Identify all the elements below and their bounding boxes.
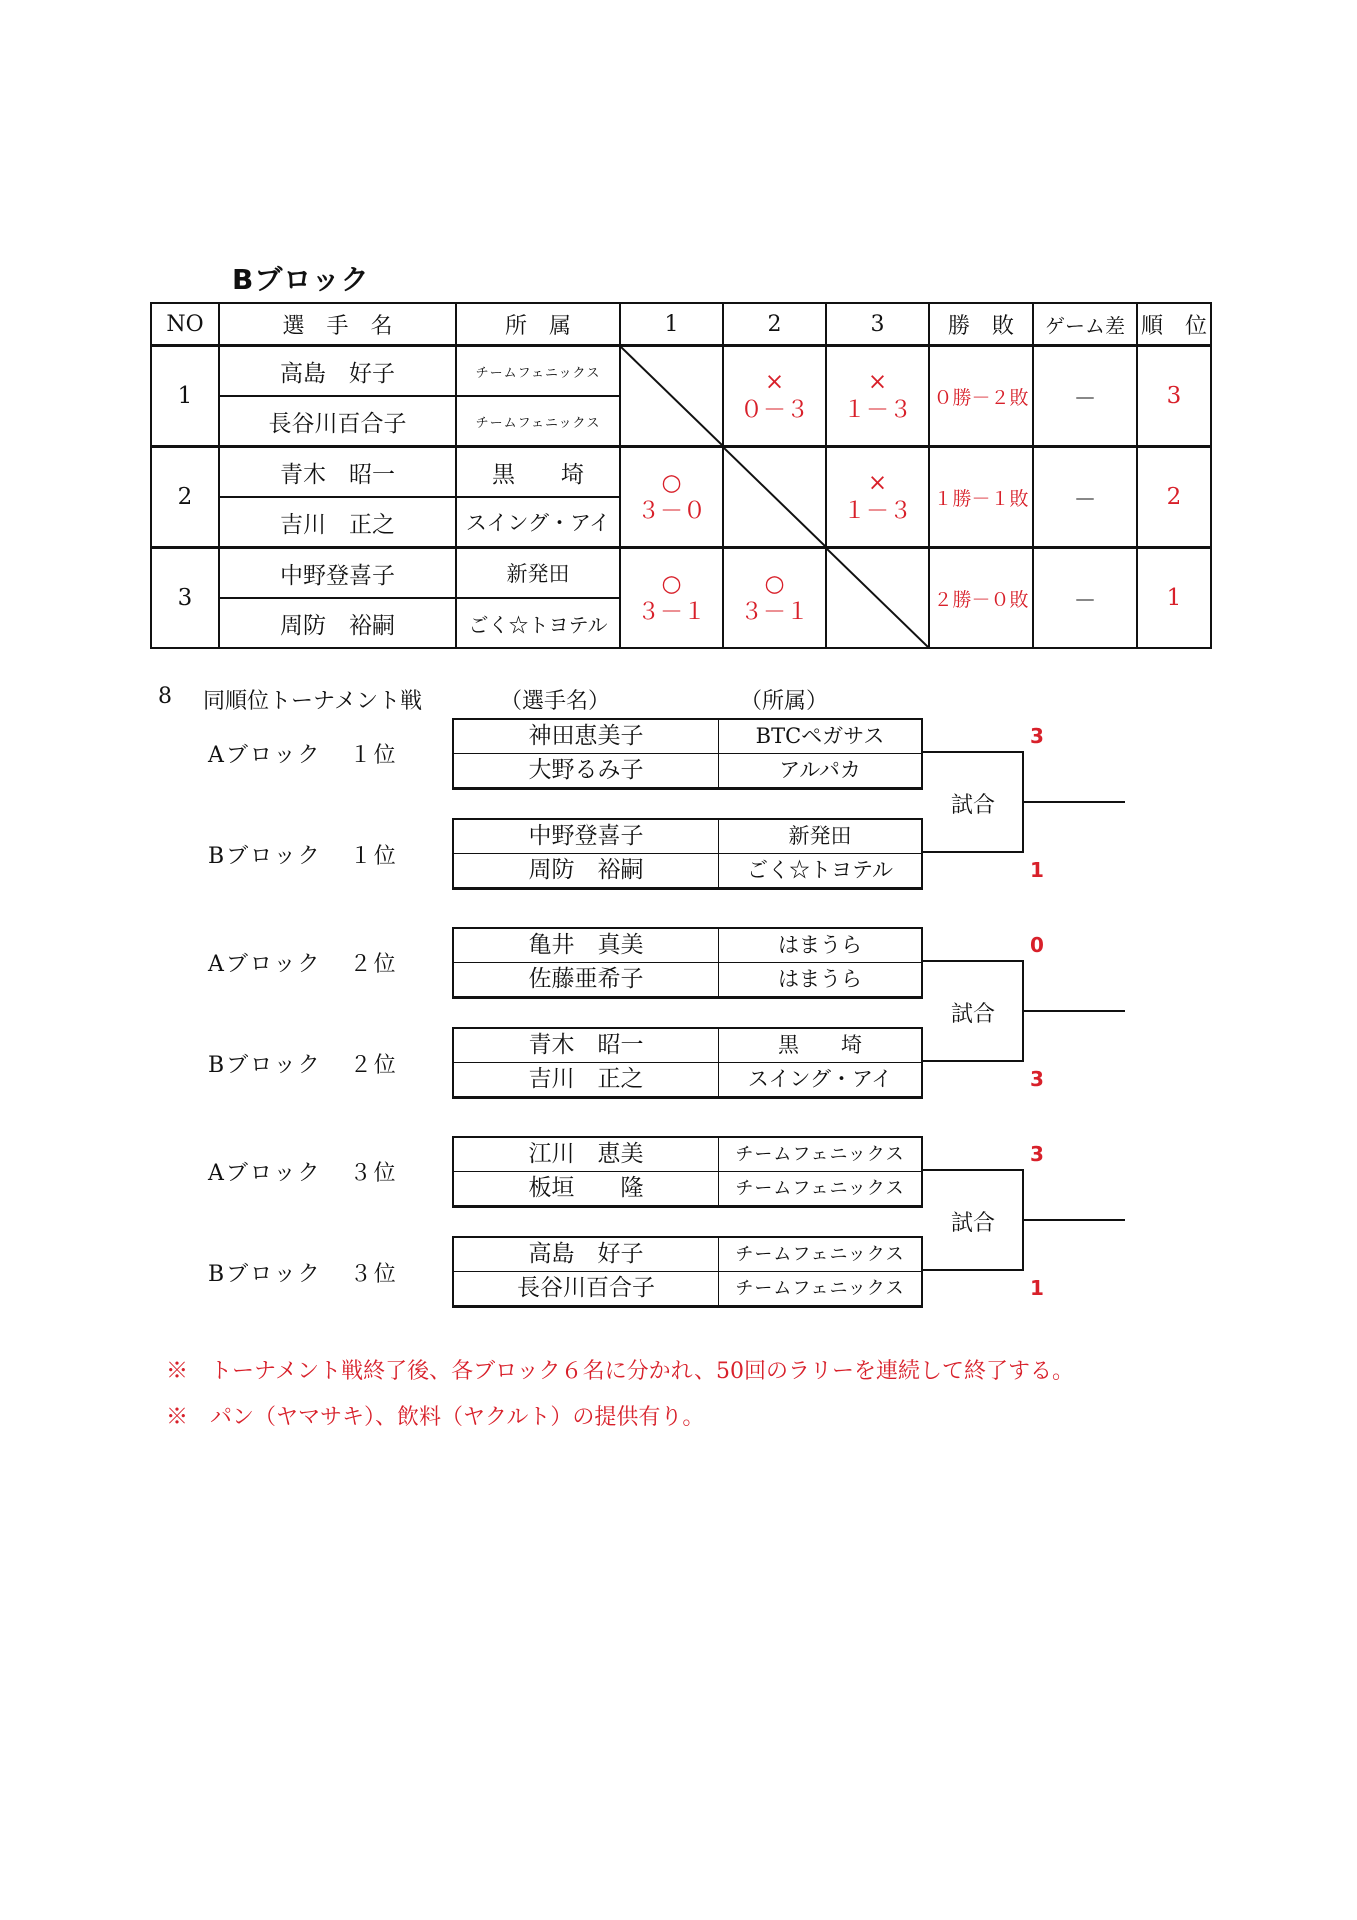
result-score: ３－１ (637, 599, 706, 625)
block-name: Aブロック (208, 952, 322, 977)
player-name: 佐藤亜希子 (454, 963, 719, 996)
rank: 1 (1137, 548, 1211, 649)
team-card (452, 818, 923, 890)
col-player-heading: （選手名） (500, 689, 611, 714)
block-name: Aブロック (208, 743, 322, 768)
match-result (826, 447, 929, 548)
player-name: 板垣 隆 (454, 1172, 719, 1205)
match-result (620, 447, 723, 548)
result-score: ３－１ (740, 599, 809, 625)
player-affiliation: 新発田 (788, 824, 852, 848)
result-mark: × (867, 470, 888, 496)
standings-table (150, 302, 1212, 649)
player-affiliation: 新発田 (456, 548, 620, 599)
block-title: Bブロック (232, 263, 370, 296)
win-loss: ０勝－２敗 (929, 346, 1033, 447)
header-win-loss: 勝 敗 (929, 303, 1033, 346)
player-affiliation: BTCペガサス (755, 724, 885, 748)
match-result (723, 346, 826, 447)
match-label: 試合 (951, 1002, 996, 1027)
player-affiliation: チームフェニックス (735, 1178, 905, 1199)
row-number: 2 (151, 447, 219, 548)
header-player: 選 手 名 (219, 303, 456, 346)
player-affiliation: チームフェニックス (735, 1244, 905, 1265)
player-name: 大野るみ子 (454, 754, 719, 787)
player-affiliation: ごく☆トヨテル (456, 598, 620, 648)
self-match-cell (826, 548, 929, 649)
team-score: 3 (1030, 1067, 1044, 1091)
player-name: 中野登喜子 (454, 820, 719, 853)
team-score: 3 (1030, 1142, 1044, 1166)
player-name: 中野登喜子 (219, 548, 456, 599)
player-name: 神田恵美子 (454, 720, 719, 753)
team-score: 3 (1030, 724, 1044, 748)
block-name: Bブロック (208, 1053, 322, 1078)
game-diff: － (1033, 346, 1137, 447)
note-text: ※ トーナメント戦終了後、各ブロック６名に分かれ、50回のラリーを連続して終了する。 (166, 1359, 1074, 1384)
match-label: 試合 (951, 793, 996, 818)
note-text: ※ パン（ヤマサキ）、飲料（ヤクルト）の提供有り。 (166, 1405, 705, 1430)
player-affiliation: スイング・アイ (456, 497, 620, 548)
block-name: Bブロック (208, 844, 322, 869)
team-card (452, 1027, 923, 1099)
section-number: 8 (158, 684, 172, 709)
block-rank-label (208, 1048, 398, 1079)
rank-label: ３位 (349, 1161, 398, 1186)
rank: 3 (1137, 346, 1211, 447)
header-rank: 順 位 (1137, 303, 1211, 346)
block-rank-label (208, 947, 397, 978)
table-row (151, 346, 1211, 397)
rank-label: ２位 (349, 1053, 398, 1078)
player-name: 長谷川百合子 (454, 1272, 719, 1305)
player-affiliation: ごく☆トヨテル (747, 858, 893, 882)
player-affiliation: チームフェニックス (456, 396, 620, 447)
rank-label: ３位 (349, 1262, 398, 1287)
row-number: 1 (151, 346, 219, 447)
player-name: 江川 恵美 (454, 1138, 719, 1171)
match-label: 試合 (951, 1211, 996, 1236)
player-name: 周防 裕嗣 (454, 854, 719, 887)
header-no: NO (151, 303, 219, 346)
player-name: 青木 昭一 (219, 447, 456, 498)
result-score: １－３ (843, 397, 912, 423)
team-card (452, 1136, 923, 1208)
rank-label: ２位 (349, 952, 398, 977)
player-affiliation: はまうら (778, 933, 862, 957)
team-score: 1 (1030, 858, 1044, 882)
standings-header-row (151, 303, 1211, 346)
col-affiliation-heading: （所属） (740, 689, 829, 714)
block-name: Bブロック (208, 1262, 322, 1287)
header-opp-2: 2 (723, 303, 826, 346)
team-score: 0 (1030, 933, 1044, 957)
result-mark: × (867, 369, 888, 395)
team-card (452, 718, 923, 790)
game-diff: － (1033, 447, 1137, 548)
result-score: ３－０ (637, 498, 706, 524)
self-match-cell (723, 447, 826, 548)
win-loss: １勝－１敗 (929, 447, 1033, 548)
header-opp-3: 3 (826, 303, 929, 346)
result-score: ０－３ (740, 397, 809, 423)
self-match-cell (620, 346, 723, 447)
block-rank-label (208, 738, 397, 769)
header-opp-1: 1 (620, 303, 723, 346)
table-row (151, 447, 1211, 498)
player-name: 高島 好子 (219, 346, 456, 397)
table-row (151, 548, 1211, 599)
team-score: 1 (1030, 1276, 1044, 1300)
player-name: 吉川 正之 (454, 1063, 719, 1096)
player-affiliation: はまうら (778, 967, 862, 991)
player-affiliation: チームフェニックス (735, 1144, 905, 1165)
player-name: 吉川 正之 (219, 497, 456, 548)
rank-label: １位 (349, 844, 398, 869)
rank-label: １位 (349, 743, 398, 768)
block-name: Aブロック (208, 1161, 322, 1186)
rank: 2 (1137, 447, 1211, 548)
team-card (452, 1236, 923, 1308)
team-card (452, 927, 923, 999)
result-mark: ○ (764, 571, 785, 597)
game-diff: － (1033, 548, 1137, 649)
match-result (620, 548, 723, 649)
block-rank-label (208, 839, 398, 870)
player-affiliation: チームフェニックス (735, 1278, 905, 1299)
player-affiliation: チームフェニックス (456, 346, 620, 397)
player-name: 亀井 真美 (454, 929, 719, 962)
header-affiliation: 所 属 (456, 303, 620, 346)
header-game-diff: ゲーム差 (1033, 303, 1137, 346)
player-affiliation: 黒 埼 (456, 447, 620, 498)
row-number: 3 (151, 548, 219, 649)
player-affiliation: スイング・アイ (747, 1067, 893, 1091)
block-rank-label (208, 1156, 397, 1187)
player-name: 周防 裕嗣 (219, 598, 456, 648)
match-result (723, 548, 826, 649)
win-loss: ２勝－０敗 (929, 548, 1033, 649)
result-mark: × (764, 369, 785, 395)
result-mark: ○ (661, 571, 682, 597)
player-affiliation: 黒 埼 (778, 1033, 862, 1057)
match-result (826, 346, 929, 447)
section-title: 同順位トーナメント戦 (203, 689, 423, 714)
player-name: 高島 好子 (454, 1238, 719, 1271)
block-rank-label (208, 1257, 398, 1288)
player-name: 青木 昭一 (454, 1029, 719, 1062)
result-score: １－３ (843, 498, 912, 524)
player-affiliation: アルパカ (779, 758, 861, 782)
player-name: 長谷川百合子 (219, 396, 456, 447)
result-mark: ○ (661, 470, 682, 496)
